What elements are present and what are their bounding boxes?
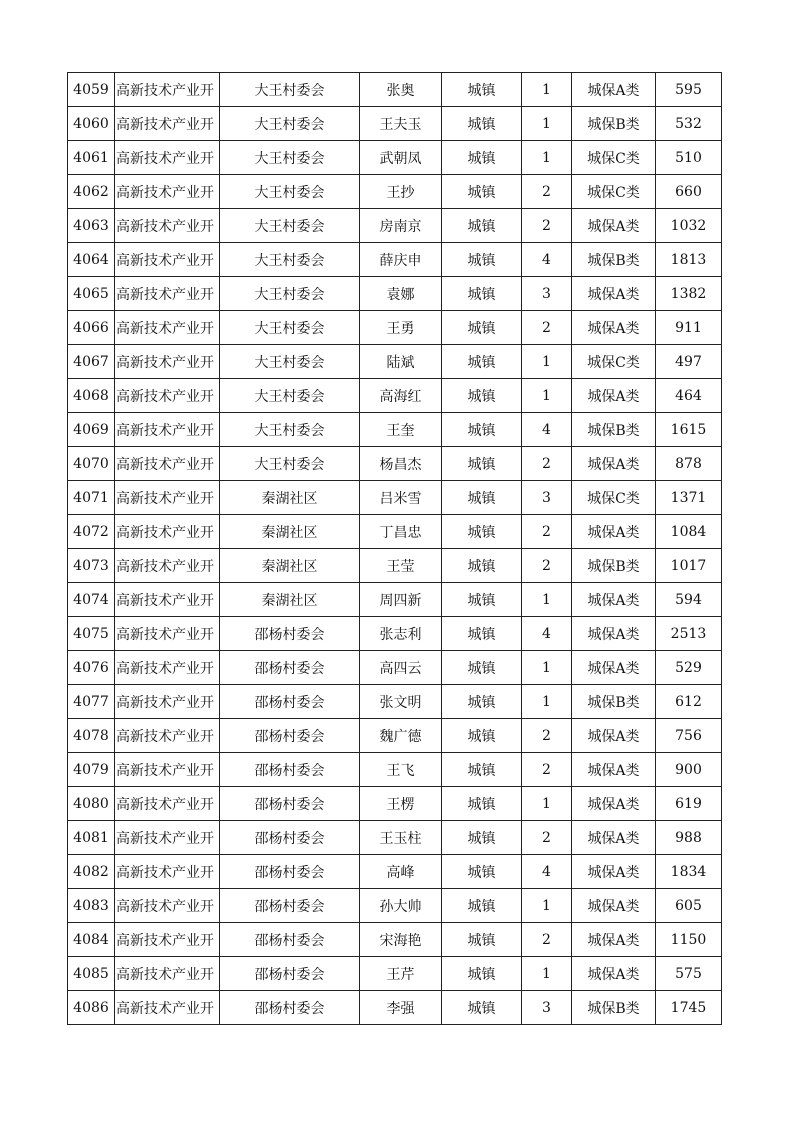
cell-record-id: 4085	[68, 957, 115, 991]
cell-village: 大王村委会	[220, 379, 360, 413]
cell-record-id: 4083	[68, 889, 115, 923]
cell-member-count: 1	[522, 651, 572, 685]
cell-person-name: 袁娜	[360, 277, 442, 311]
table-row	[68, 719, 722, 753]
cell-household-type: 城镇	[442, 175, 522, 209]
table-row	[68, 957, 722, 991]
cell-organization: 高新技术产业开	[115, 277, 220, 311]
cell-village: 邵杨村委会	[220, 855, 360, 889]
cell-category: 城保C类	[572, 141, 656, 175]
cell-household-type: 城镇	[442, 515, 522, 549]
cell-category: 城保A类	[572, 515, 656, 549]
cell-record-id: 4080	[68, 787, 115, 821]
cell-village: 邵杨村委会	[220, 923, 360, 957]
cell-category: 城保B类	[572, 413, 656, 447]
table-row	[68, 855, 722, 889]
cell-person-name: 王楞	[360, 787, 442, 821]
cell-amount: 900	[656, 753, 722, 787]
cell-household-type: 城镇	[442, 583, 522, 617]
table-row	[68, 447, 722, 481]
cell-village: 邵杨村委会	[220, 651, 360, 685]
cell-organization: 高新技术产业开	[115, 787, 220, 821]
cell-village: 邵杨村委会	[220, 957, 360, 991]
cell-category: 城保C类	[572, 481, 656, 515]
cell-category: 城保A类	[572, 651, 656, 685]
cell-amount: 2513	[656, 617, 722, 651]
table-row	[68, 277, 722, 311]
cell-person-name: 陆斌	[360, 345, 442, 379]
cell-amount: 1745	[656, 991, 722, 1025]
cell-category: 城保A类	[572, 617, 656, 651]
cell-member-count: 4	[522, 855, 572, 889]
cell-person-name: 魏广德	[360, 719, 442, 753]
cell-person-name: 王夫玉	[360, 107, 442, 141]
cell-member-count: 2	[522, 549, 572, 583]
cell-village: 秦湖社区	[220, 515, 360, 549]
table-row	[68, 481, 722, 515]
table-row	[68, 821, 722, 855]
table-row	[68, 141, 722, 175]
cell-category: 城保A类	[572, 379, 656, 413]
table-row	[68, 345, 722, 379]
cell-record-id: 4076	[68, 651, 115, 685]
cell-member-count: 1	[522, 73, 572, 107]
cell-organization: 高新技术产业开	[115, 209, 220, 243]
cell-household-type: 城镇	[442, 685, 522, 719]
cell-organization: 高新技术产业开	[115, 753, 220, 787]
cell-amount: 1834	[656, 855, 722, 889]
table-row	[68, 549, 722, 583]
cell-amount: 1371	[656, 481, 722, 515]
cell-member-count: 4	[522, 413, 572, 447]
cell-person-name: 宋海艳	[360, 923, 442, 957]
cell-household-type: 城镇	[442, 549, 522, 583]
cell-village: 秦湖社区	[220, 549, 360, 583]
cell-amount: 878	[656, 447, 722, 481]
cell-person-name: 张志利	[360, 617, 442, 651]
cell-village: 大王村委会	[220, 175, 360, 209]
cell-household-type: 城镇	[442, 923, 522, 957]
cell-record-id: 4081	[68, 821, 115, 855]
cell-village: 大王村委会	[220, 277, 360, 311]
cell-member-count: 2	[522, 753, 572, 787]
cell-person-name: 武朝凤	[360, 141, 442, 175]
table-row	[68, 617, 722, 651]
cell-category: 城保A类	[572, 583, 656, 617]
cell-organization: 高新技术产业开	[115, 107, 220, 141]
table-row	[68, 379, 722, 413]
cell-amount: 1813	[656, 243, 722, 277]
cell-member-count: 2	[522, 719, 572, 753]
cell-person-name: 张文明	[360, 685, 442, 719]
table-row	[68, 651, 722, 685]
cell-household-type: 城镇	[442, 345, 522, 379]
table-row	[68, 175, 722, 209]
cell-member-count: 2	[522, 447, 572, 481]
cell-household-type: 城镇	[442, 481, 522, 515]
table-row	[68, 243, 722, 277]
cell-person-name: 吕米雪	[360, 481, 442, 515]
cell-organization: 高新技术产业开	[115, 413, 220, 447]
cell-person-name: 周四新	[360, 583, 442, 617]
cell-household-type: 城镇	[442, 73, 522, 107]
cell-record-id: 4074	[68, 583, 115, 617]
cell-village: 邵杨村委会	[220, 889, 360, 923]
cell-organization: 高新技术产业开	[115, 379, 220, 413]
cell-category: 城保A类	[572, 855, 656, 889]
cell-organization: 高新技术产业开	[115, 719, 220, 753]
cell-organization: 高新技术产业开	[115, 311, 220, 345]
cell-person-name: 王芹	[360, 957, 442, 991]
cell-household-type: 城镇	[442, 889, 522, 923]
cell-person-name: 薛庆申	[360, 243, 442, 277]
cell-village: 大王村委会	[220, 345, 360, 379]
cell-person-name: 房南京	[360, 209, 442, 243]
cell-organization: 高新技术产业开	[115, 991, 220, 1025]
table-row	[68, 991, 722, 1025]
cell-member-count: 2	[522, 923, 572, 957]
cell-person-name: 王飞	[360, 753, 442, 787]
cell-amount: 1382	[656, 277, 722, 311]
table-row	[68, 889, 722, 923]
cell-household-type: 城镇	[442, 413, 522, 447]
cell-member-count: 2	[522, 175, 572, 209]
cell-record-id: 4071	[68, 481, 115, 515]
cell-household-type: 城镇	[442, 277, 522, 311]
cell-category: 城保B类	[572, 549, 656, 583]
cell-category: 城保C类	[572, 345, 656, 379]
cell-organization: 高新技术产业开	[115, 141, 220, 175]
cell-amount: 575	[656, 957, 722, 991]
cell-village: 邵杨村委会	[220, 821, 360, 855]
cell-amount: 911	[656, 311, 722, 345]
cell-member-count: 2	[522, 311, 572, 345]
table-row	[68, 583, 722, 617]
cell-record-id: 4084	[68, 923, 115, 957]
cell-amount: 594	[656, 583, 722, 617]
cell-village: 邵杨村委会	[220, 719, 360, 753]
cell-village: 邵杨村委会	[220, 991, 360, 1025]
cell-amount: 660	[656, 175, 722, 209]
cell-village: 大王村委会	[220, 141, 360, 175]
cell-person-name: 王玉柱	[360, 821, 442, 855]
cell-category: 城保B类	[572, 685, 656, 719]
cell-village: 大王村委会	[220, 311, 360, 345]
cell-person-name: 王抄	[360, 175, 442, 209]
cell-village: 大王村委会	[220, 447, 360, 481]
cell-member-count: 3	[522, 991, 572, 1025]
cell-amount: 529	[656, 651, 722, 685]
cell-amount: 1084	[656, 515, 722, 549]
cell-village: 邵杨村委会	[220, 685, 360, 719]
cell-person-name: 王奎	[360, 413, 442, 447]
cell-member-count: 2	[522, 515, 572, 549]
cell-village: 邵杨村委会	[220, 787, 360, 821]
cell-organization: 高新技术产业开	[115, 651, 220, 685]
cell-household-type: 城镇	[442, 719, 522, 753]
cell-household-type: 城镇	[442, 821, 522, 855]
cell-person-name: 高峰	[360, 855, 442, 889]
cell-record-id: 4065	[68, 277, 115, 311]
cell-category: 城保A类	[572, 447, 656, 481]
cell-organization: 高新技术产业开	[115, 515, 220, 549]
cell-record-id: 4064	[68, 243, 115, 277]
cell-record-id: 4061	[68, 141, 115, 175]
cell-category: 城保A类	[572, 277, 656, 311]
cell-household-type: 城镇	[442, 243, 522, 277]
cell-person-name: 王莹	[360, 549, 442, 583]
cell-record-id: 4077	[68, 685, 115, 719]
cell-organization: 高新技术产业开	[115, 345, 220, 379]
cell-record-id: 4067	[68, 345, 115, 379]
cell-amount: 605	[656, 889, 722, 923]
cell-member-count: 2	[522, 209, 572, 243]
cell-household-type: 城镇	[442, 991, 522, 1025]
cell-amount: 1150	[656, 923, 722, 957]
cell-organization: 高新技术产业开	[115, 821, 220, 855]
cell-household-type: 城镇	[442, 651, 522, 685]
cell-person-name: 张奥	[360, 73, 442, 107]
cell-category: 城保A类	[572, 753, 656, 787]
cell-person-name: 杨昌杰	[360, 447, 442, 481]
cell-person-name: 王勇	[360, 311, 442, 345]
table-row	[68, 209, 722, 243]
cell-member-count: 1	[522, 957, 572, 991]
cell-household-type: 城镇	[442, 787, 522, 821]
cell-amount: 988	[656, 821, 722, 855]
cell-organization: 高新技术产业开	[115, 923, 220, 957]
cell-category: 城保A类	[572, 957, 656, 991]
cell-amount: 510	[656, 141, 722, 175]
cell-record-id: 4059	[68, 73, 115, 107]
cell-person-name: 高四云	[360, 651, 442, 685]
cell-record-id: 4072	[68, 515, 115, 549]
cell-member-count: 2	[522, 821, 572, 855]
cell-organization: 高新技术产业开	[115, 73, 220, 107]
cell-category: 城保B类	[572, 107, 656, 141]
cell-category: 城保A类	[572, 719, 656, 753]
cell-category: 城保A类	[572, 923, 656, 957]
cell-category: 城保B类	[572, 243, 656, 277]
cell-organization: 高新技术产业开	[115, 685, 220, 719]
table-row	[68, 515, 722, 549]
table-row	[68, 685, 722, 719]
cell-member-count: 1	[522, 583, 572, 617]
cell-person-name: 丁昌忠	[360, 515, 442, 549]
cell-household-type: 城镇	[442, 617, 522, 651]
cell-organization: 高新技术产业开	[115, 617, 220, 651]
cell-village: 邵杨村委会	[220, 617, 360, 651]
cell-member-count: 3	[522, 481, 572, 515]
cell-member-count: 1	[522, 345, 572, 379]
cell-amount: 1615	[656, 413, 722, 447]
cell-amount: 619	[656, 787, 722, 821]
table-row	[68, 923, 722, 957]
cell-organization: 高新技术产业开	[115, 855, 220, 889]
cell-household-type: 城镇	[442, 379, 522, 413]
cell-household-type: 城镇	[442, 311, 522, 345]
cell-village: 大王村委会	[220, 209, 360, 243]
cell-record-id: 4073	[68, 549, 115, 583]
cell-amount: 1017	[656, 549, 722, 583]
cell-member-count: 1	[522, 141, 572, 175]
cell-member-count: 4	[522, 243, 572, 277]
cell-organization: 高新技术产业开	[115, 889, 220, 923]
cell-person-name: 孙大帅	[360, 889, 442, 923]
cell-category: 城保A类	[572, 787, 656, 821]
cell-person-name: 高海红	[360, 379, 442, 413]
cell-record-id: 4086	[68, 991, 115, 1025]
table-body	[68, 73, 722, 1025]
cell-category: 城保A类	[572, 311, 656, 345]
cell-organization: 高新技术产业开	[115, 175, 220, 209]
table-row	[68, 107, 722, 141]
records-table	[67, 72, 722, 1025]
cell-household-type: 城镇	[442, 141, 522, 175]
cell-member-count: 4	[522, 617, 572, 651]
cell-category: 城保A类	[572, 821, 656, 855]
cell-person-name: 李强	[360, 991, 442, 1025]
cell-member-count: 3	[522, 277, 572, 311]
cell-member-count: 1	[522, 685, 572, 719]
table-row	[68, 787, 722, 821]
cell-organization: 高新技术产业开	[115, 447, 220, 481]
cell-household-type: 城镇	[442, 957, 522, 991]
cell-amount: 756	[656, 719, 722, 753]
cell-member-count: 1	[522, 787, 572, 821]
cell-amount: 595	[656, 73, 722, 107]
cell-record-id: 4066	[68, 311, 115, 345]
cell-category: 城保A类	[572, 889, 656, 923]
cell-amount: 497	[656, 345, 722, 379]
cell-member-count: 1	[522, 889, 572, 923]
cell-amount: 1032	[656, 209, 722, 243]
cell-record-id: 4069	[68, 413, 115, 447]
cell-village: 邵杨村委会	[220, 753, 360, 787]
cell-organization: 高新技术产业开	[115, 549, 220, 583]
cell-category: 城保A类	[572, 73, 656, 107]
cell-category: 城保C类	[572, 175, 656, 209]
cell-record-id: 4082	[68, 855, 115, 889]
cell-record-id: 4070	[68, 447, 115, 481]
cell-category: 城保B类	[572, 991, 656, 1025]
table-row	[68, 753, 722, 787]
cell-record-id: 4079	[68, 753, 115, 787]
cell-village: 秦湖社区	[220, 583, 360, 617]
table-row	[68, 311, 722, 345]
cell-organization: 高新技术产业开	[115, 583, 220, 617]
cell-household-type: 城镇	[442, 209, 522, 243]
cell-village: 大王村委会	[220, 243, 360, 277]
cell-record-id: 4068	[68, 379, 115, 413]
cell-amount: 612	[656, 685, 722, 719]
cell-household-type: 城镇	[442, 107, 522, 141]
cell-record-id: 4078	[68, 719, 115, 753]
cell-member-count: 1	[522, 379, 572, 413]
cell-amount: 532	[656, 107, 722, 141]
cell-village: 大王村委会	[220, 107, 360, 141]
cell-record-id: 4063	[68, 209, 115, 243]
cell-category: 城保A类	[572, 209, 656, 243]
cell-household-type: 城镇	[442, 753, 522, 787]
cell-village: 大王村委会	[220, 413, 360, 447]
cell-organization: 高新技术产业开	[115, 481, 220, 515]
cell-household-type: 城镇	[442, 447, 522, 481]
cell-amount: 464	[656, 379, 722, 413]
cell-village: 大王村委会	[220, 73, 360, 107]
cell-village: 秦湖社区	[220, 481, 360, 515]
cell-organization: 高新技术产业开	[115, 957, 220, 991]
cell-household-type: 城镇	[442, 855, 522, 889]
table-row	[68, 413, 722, 447]
table-row	[68, 73, 722, 107]
cell-record-id: 4062	[68, 175, 115, 209]
cell-record-id: 4075	[68, 617, 115, 651]
cell-record-id: 4060	[68, 107, 115, 141]
cell-organization: 高新技术产业开	[115, 243, 220, 277]
cell-member-count: 1	[522, 107, 572, 141]
